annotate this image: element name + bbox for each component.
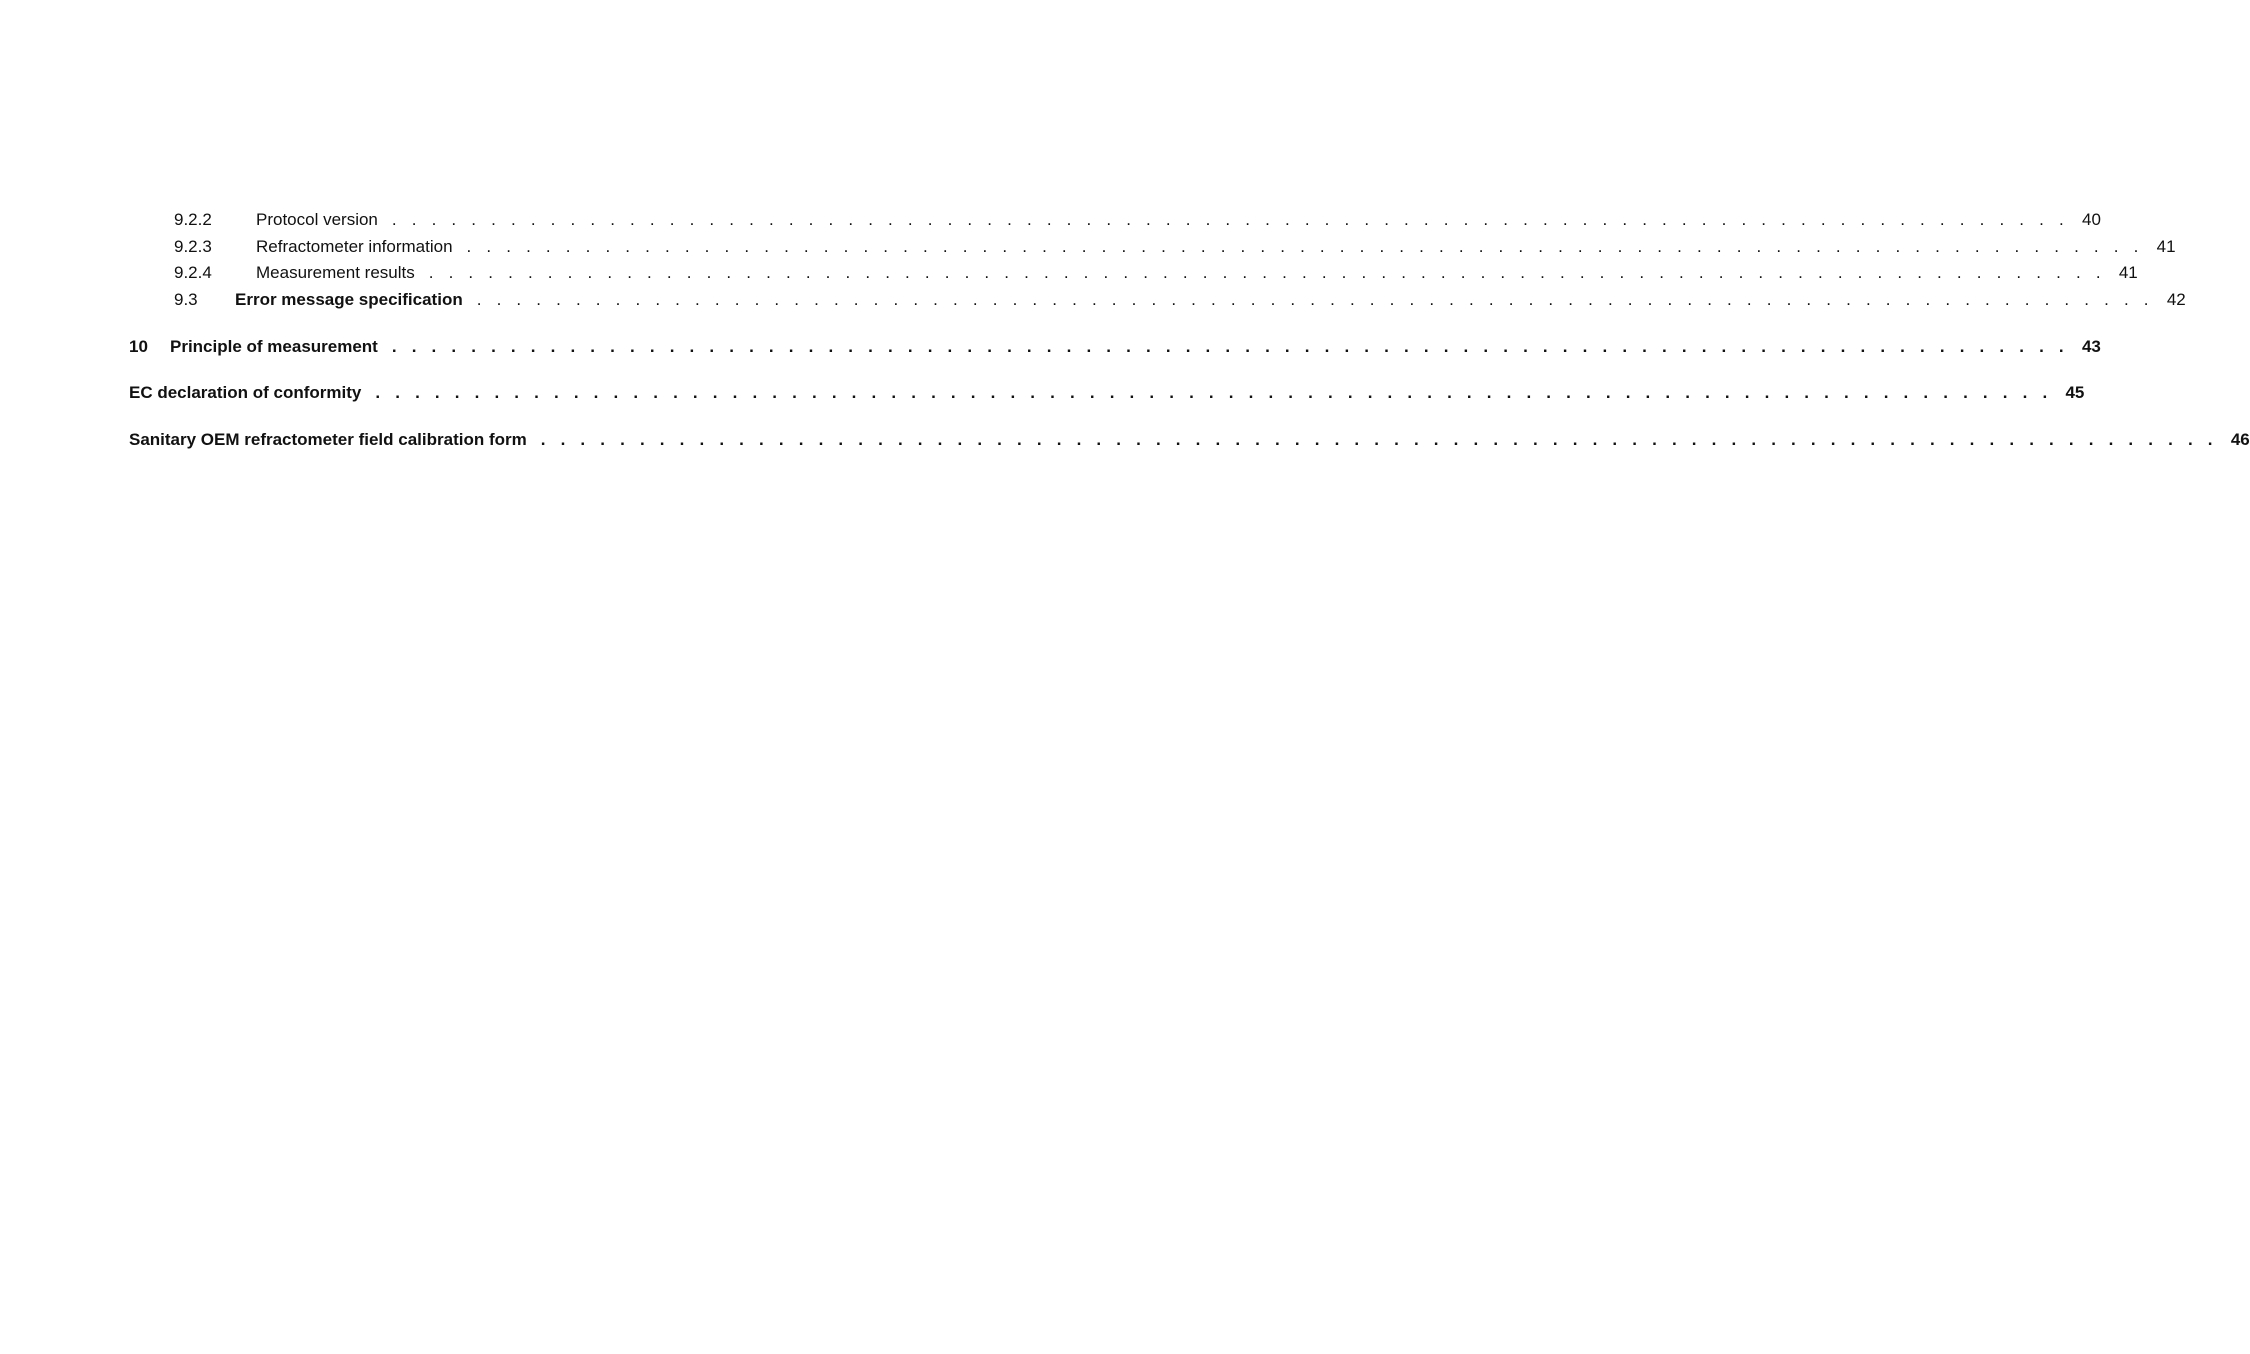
dot-leader: . . . . . . . . . . . . . . . . . . . . . . . . . . . . . . . . . . . . . . . . . . . . . . . . . . . . . . . . . . . . . . . . . . . . . . . . . . . . . . . . . . . . . xyxy=(391,210,2069,229)
dot-leader: . . . . . . . . . . . . . . . . . . . . . . . . . . . . . . . . . . . . . . . . . . . . . . . . . . . . . . . . . . . . . . . . . . . . . . . . . . . . . . . . . . . . . xyxy=(466,237,2144,256)
toc-entry[interactable] xyxy=(174,289,2186,311)
toc-entry-page: 46 xyxy=(2230,430,2250,449)
toc-entry-page: 42 xyxy=(2166,290,2186,309)
toc-entry-page: 41 xyxy=(2156,237,2176,256)
toc-entry-number: 9.3 xyxy=(174,290,198,309)
toc-entry-page: 41 xyxy=(2118,263,2138,282)
dot-leader: . . . . . . . . . . . . . . . . . . . . . . . . . . . . . . . . . . . . . . . . . . . . . . . . . . . . . . . . . . . . . . . . . . . . . . . . . . . . . . . . . . . . . xyxy=(391,337,2069,356)
toc-entry-page: 45 xyxy=(2065,383,2085,402)
toc-entry-number: 10 xyxy=(129,337,148,356)
dot-leader: . . . . . . . . . . . . . . . . . . . . . . . . . . . . . . . . . . . . . . . . . . . . . . . . . . . . . . . . . . . . . . . . . . . . . . . . . . . . . . . . . . . . . xyxy=(540,430,2218,449)
dot-leader: . . . . . . . . . . . . . . . . . . . . . . . . . . . . . . . . . . . . . . . . . . . . . . . . . . . . . . . . . . . . . . . . . . . . . . . . . . . . . . . . . . . . . xyxy=(375,383,2053,402)
toc-entry-title: EC declaration of conformity xyxy=(129,383,362,402)
toc-entry-page: 40 xyxy=(2081,210,2101,229)
toc-chapter-entry[interactable] xyxy=(129,382,2085,404)
toc-entry-page: 43 xyxy=(2081,337,2101,356)
toc-entry-title: Protocol version xyxy=(256,210,378,229)
dot-leader: . . . . . . . . . . . . . . . . . . . . . . . . . . . . . . . . . . . . . . . . . . . . . . . . . . . . . . . . . . . . . . . . . . . . . . . . . . . . . . . . . . . . . xyxy=(476,290,2154,309)
toc-entry-number: 9.2.4 xyxy=(174,263,212,282)
toc-chapter-entry[interactable] xyxy=(129,429,2250,451)
toc-chapter-entry[interactable] xyxy=(129,336,2101,358)
toc-entry[interactable] xyxy=(174,262,2138,284)
dot-leader: . . . . . . . . . . . . . . . . . . . . . . . . . . . . . . . . . . . . . . . . . . . . . . . . . . . . . . . . . . . . . . . . . . . . . . . . . . . . . . . . . . . . . xyxy=(428,263,2106,282)
toc-entry[interactable] xyxy=(174,209,2101,231)
toc-entry-title: Refractometer information xyxy=(256,237,453,256)
toc-entry-number: 9.2.2 xyxy=(174,210,212,229)
toc-entry-title: Error message specification xyxy=(235,290,463,309)
toc-entry-title: Principle of measurement xyxy=(170,337,378,356)
toc-entry-title: Sanitary OEM refractometer field calibration form xyxy=(129,430,527,449)
toc-entry-number: 9.2.3 xyxy=(174,237,212,256)
toc-entry-title: Measurement results xyxy=(256,263,415,282)
toc-entry[interactable] xyxy=(174,236,2176,258)
